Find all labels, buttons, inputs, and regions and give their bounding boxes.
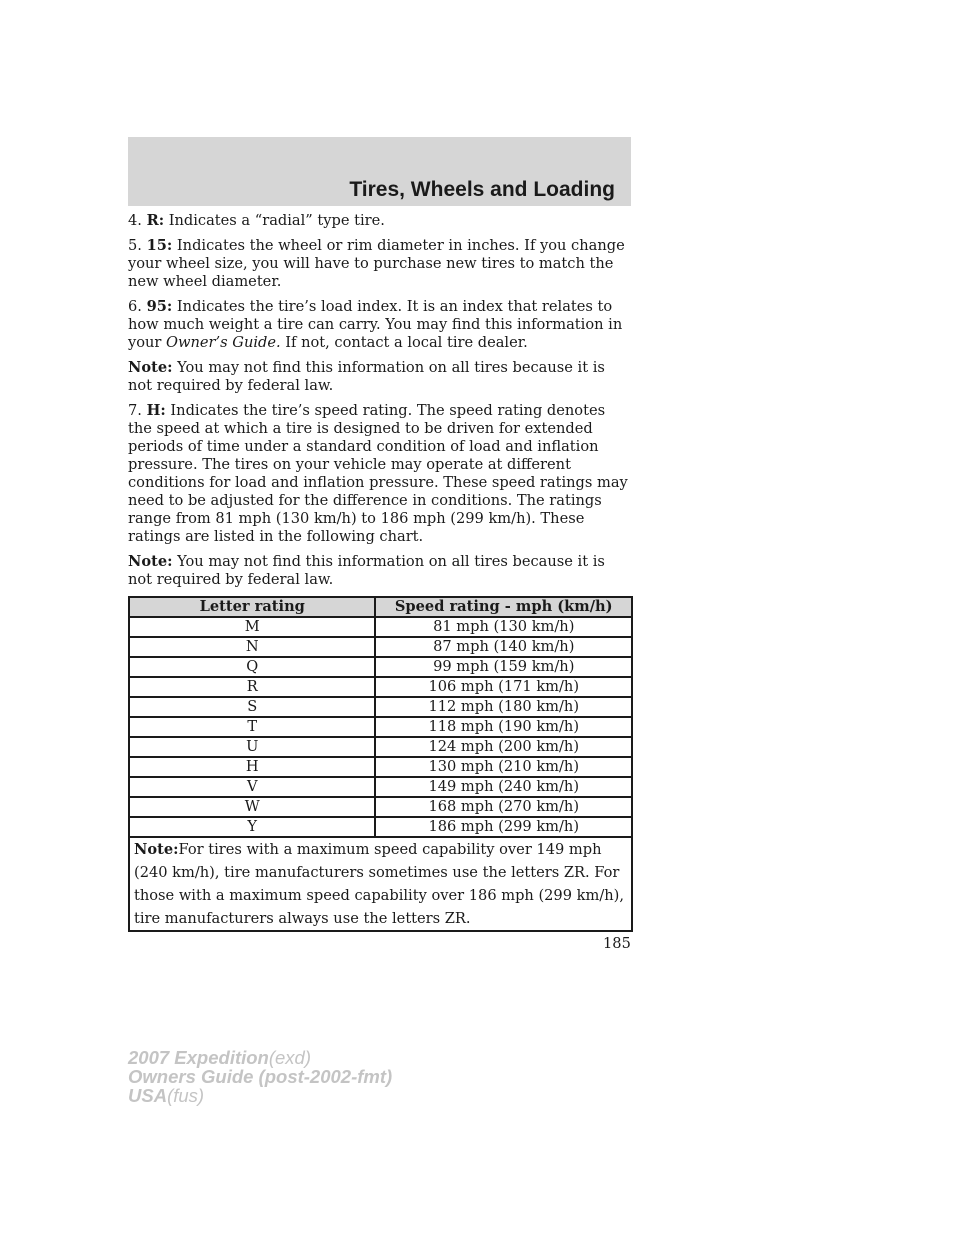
speed-rating-cell: 130 mph (210 km/h) <box>375 757 632 777</box>
footer-market: USA <box>128 1085 168 1106</box>
item-text: Indicates the wheel or rim diameter in inches. If you change your wheel size, you will have to purchase new tires to match the new wheel diameter. <box>128 237 625 290</box>
item-number: 7. <box>128 402 142 419</box>
table-header-row <box>129 597 632 617</box>
note-text: You may not find this information on all tires because it is not required by federal law. <box>128 553 605 588</box>
page-number: 185 <box>603 935 631 952</box>
letter-rating-cell: H <box>129 757 375 777</box>
table-row <box>129 617 632 637</box>
letter-rating-cell: N <box>129 637 375 657</box>
note-label: Note: <box>128 553 173 570</box>
letter-rating-cell: M <box>129 617 375 637</box>
letter-rating-cell: Q <box>129 657 375 677</box>
item-italic-ref: Owner’s Guide. <box>166 334 281 351</box>
table-row <box>129 737 632 757</box>
page-content <box>128 212 633 932</box>
table-row <box>129 757 632 777</box>
letter-rating-cell: W <box>129 797 375 817</box>
item-number: 4. <box>128 212 142 229</box>
footer-guide: Owners Guide (post-2002-fmt) <box>128 1066 393 1087</box>
column-header-speed: Speed rating - mph (km/h) <box>375 597 632 617</box>
table-row <box>129 677 632 697</box>
table-row <box>129 797 632 817</box>
item-7 <box>128 402 633 546</box>
footer-model: 2007 Expedition <box>128 1047 269 1068</box>
speed-rating-cell: 81 mph (130 km/h) <box>375 617 632 637</box>
table-note-text: For tires with a maximum speed capability over 149 mph (240 km/h), tire manufacturers sometimes use the letters ZR. For those with a maximum speed capability over 186 mph (299 km/h), tire manufacturers always use the letters ZR. <box>134 841 624 927</box>
footer-model-code: (exd) <box>268 1047 312 1068</box>
item-5 <box>128 237 633 291</box>
letter-rating-cell: U <box>129 737 375 757</box>
speed-rating-cell: 168 mph (270 km/h) <box>375 797 632 817</box>
letter-rating-cell: T <box>129 717 375 737</box>
table-row <box>129 657 632 677</box>
speed-rating-cell: 106 mph (171 km/h) <box>375 677 632 697</box>
column-header-letter: Letter rating <box>129 597 375 617</box>
speed-rating-cell: 112 mph (180 km/h) <box>375 697 632 717</box>
item-number: 6. <box>128 298 142 315</box>
item-text: Indicates a “radial” type tire. <box>168 212 385 229</box>
speed-rating-cell: 149 mph (240 km/h) <box>375 777 632 797</box>
item-4 <box>128 212 633 230</box>
item-text: Indicates the tire’s speed rating. The speed rating denotes the speed at which a tire is designed to be driven for extended periods of time under a standard condition of load and inflation pressure. The tires on your vehicle may operate at different conditions for load and inflation pressure. These speed ratings may need to be adjusted for the difference in conditions. The ratings range from 81 mph (130 km/h) to 186 mph (299 km/h). These ratings are listed in the following chart. <box>128 402 628 545</box>
table-note <box>129 837 632 931</box>
note-2 <box>128 553 633 589</box>
note-text: You may not find this information on all tires because it is not required by federal law. <box>128 359 605 394</box>
letter-rating-cell: S <box>129 697 375 717</box>
item-code: 95: <box>146 298 173 315</box>
item-number: 5. <box>128 237 142 254</box>
footer-line-2 <box>128 1067 392 1086</box>
table-row <box>129 697 632 717</box>
speed-rating-cell: 118 mph (190 km/h) <box>375 717 632 737</box>
table-body <box>129 617 632 837</box>
note-label: Note: <box>128 359 173 376</box>
speed-rating-table <box>128 596 633 932</box>
letter-rating-cell: Y <box>129 817 375 837</box>
footer-line-3 <box>128 1086 392 1105</box>
letter-rating-cell: R <box>129 677 375 697</box>
speed-rating-cell: 124 mph (200 km/h) <box>375 737 632 757</box>
speed-rating-cell: 99 mph (159 km/h) <box>375 657 632 677</box>
footer-line-1 <box>128 1048 392 1067</box>
table-row <box>129 817 632 837</box>
item-code: 15: <box>146 237 173 254</box>
footer-market-code: (fus) <box>167 1085 205 1106</box>
letter-rating-cell: V <box>129 777 375 797</box>
table-row <box>129 777 632 797</box>
note-1 <box>128 359 633 395</box>
document-footer <box>128 1048 392 1105</box>
speed-rating-cell: 186 mph (299 km/h) <box>375 817 632 837</box>
table-note-row <box>129 837 632 931</box>
table-row <box>129 717 632 737</box>
item-code: H: <box>146 402 166 419</box>
item-code: R: <box>146 212 165 229</box>
speed-rating-cell: 87 mph (140 km/h) <box>375 637 632 657</box>
section-header-band <box>128 137 631 206</box>
table-note-label: Note: <box>134 841 179 858</box>
item-text: Indicates the tire’s load index. It is an index that relates to how much weight a tire can carry. You may find this information in your <box>128 298 623 351</box>
section-title: Tires, Wheels and Loading <box>349 178 615 201</box>
table-row <box>129 637 632 657</box>
item-6 <box>128 298 633 352</box>
item-text-after: If not, contact a local tire dealer. <box>280 334 528 351</box>
